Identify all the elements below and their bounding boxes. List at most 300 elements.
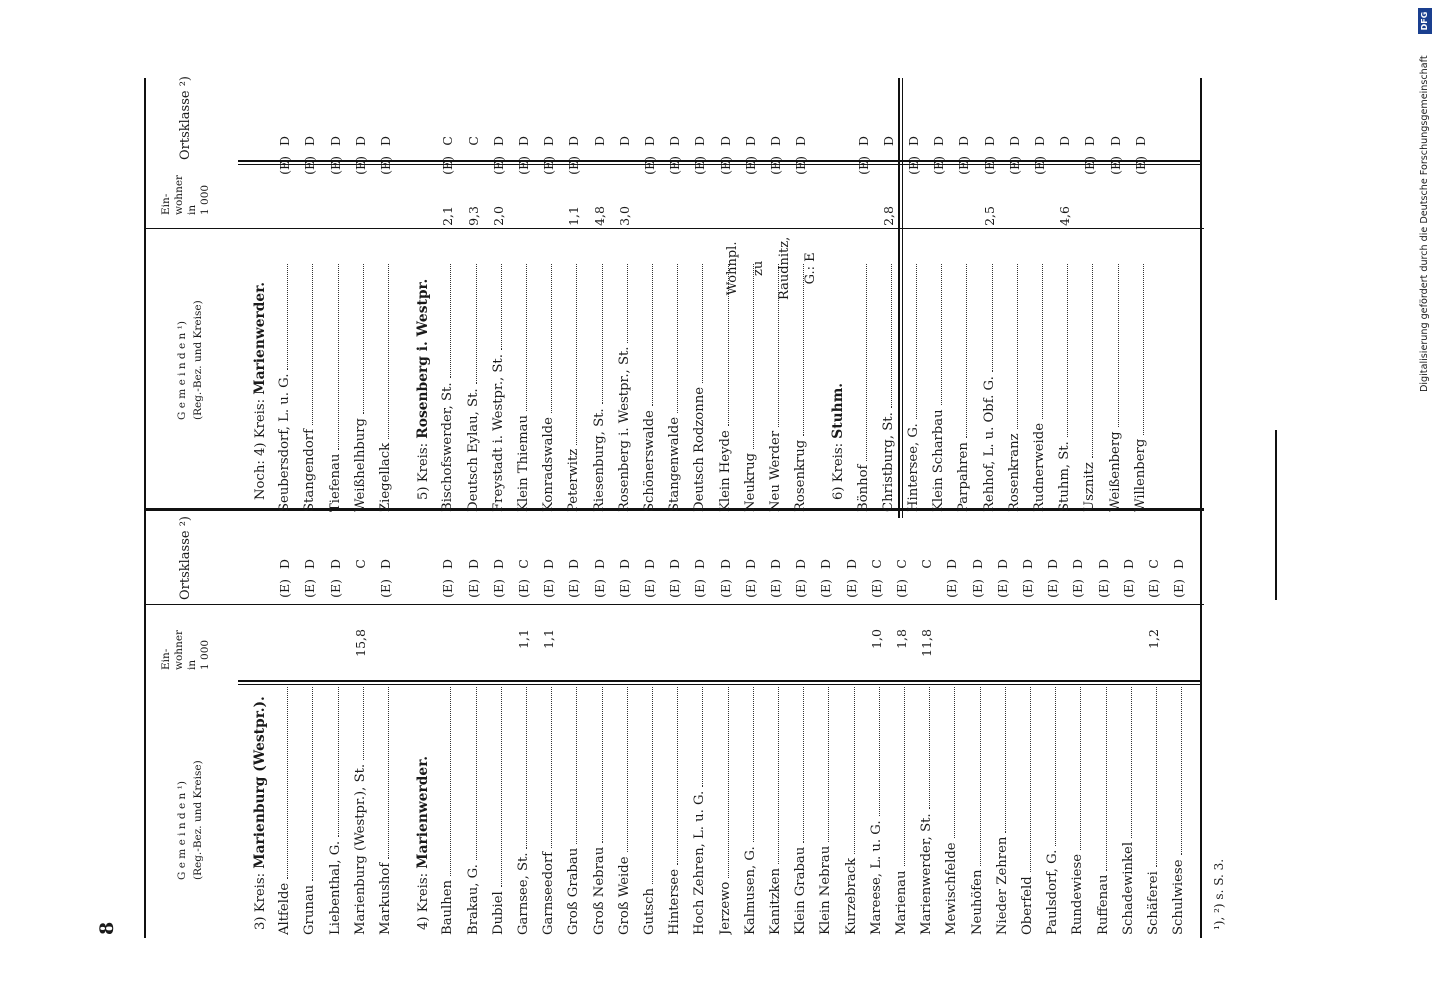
header-gemeinden-sub: (Reg.-Bez. und Kreise) [192,760,204,880]
section-title [830,383,846,500]
ortsklasse-class: D [616,559,632,570]
header-einwohner-line: 1 000 [199,639,211,670]
population-value: 15,8 [352,629,368,657]
leader-dots [992,264,993,372]
table-row [1070,685,1085,935]
ortsklasse-e: (E) [894,579,909,598]
table-row [919,685,934,935]
ortsklasse-e: (E) [1095,579,1111,598]
table-row [1133,262,1148,512]
ortsklasse-e: (E) [1132,156,1148,175]
leader-dots [450,687,451,876]
leader-dots [627,687,628,852]
leader-dots [576,687,577,844]
place-name: Grunau [302,884,318,935]
brace-note-line: zu [751,260,766,276]
ortsklasse-e: (E) [440,156,456,175]
ortsklasse-e: (E) [642,579,657,598]
table-row [1045,685,1060,935]
leader-dots [287,264,288,370]
place-name: Paulsdorf, G. [1045,849,1061,935]
ortsklasse-value [1121,559,1136,605]
table-row [881,262,896,512]
ortsklasse-e: (E) [1171,579,1187,598]
place-name: Christburg, St. [880,412,896,512]
table-row [541,685,556,935]
table-row [970,685,985,935]
ortsklasse-e: (E) [302,156,318,175]
leader-dots [929,687,930,809]
ortsklasse-class: C [352,559,368,569]
ortsklasse-e: (E) [616,579,632,598]
right-end-rule [1200,78,1202,938]
table-row [768,685,783,935]
brace-note-line: Wohnpl. [725,241,740,296]
ortsklasse-value [743,559,758,605]
leader-dots [526,264,527,411]
ortsklasse-class: D [1070,559,1086,570]
leader-dots [980,687,981,866]
population-value: 9,3 [465,206,481,226]
ortsklasse-class: C [465,136,481,146]
leader-dots [728,687,729,878]
place-name: Groß Grabau [566,847,582,935]
place-name: Neukrug [742,452,758,512]
ortsklasse-value [516,559,531,605]
ortsklasse-e: (E) [956,156,972,175]
ortsklasse-class: D [302,559,318,570]
leader-dots [879,687,880,816]
ortsklasse-class: D [1120,559,1136,570]
ortsklasse-e: (E) [843,579,859,598]
ortsklasse-class: D [277,559,293,570]
ortsklasse-e: (E) [868,579,884,598]
ortsklasse-e: (E) [944,579,960,598]
table-row [378,262,393,512]
leader-dots [476,687,477,860]
leader-dots [576,264,577,445]
ortsklasse-value [353,559,368,605]
ortsklasse-value [353,136,368,182]
ortsklasse-e: (E) [516,156,531,175]
header-einwohner-line-r: 1 000 [199,184,211,215]
ortsklasse-class: D [906,136,921,147]
leader-dots [966,264,967,438]
ortsklasse-e: (E) [277,156,293,175]
table-row [844,685,859,935]
table-row [491,262,506,512]
place-name: Parpahren [956,442,972,512]
header-ortsklasse: Ortsklasse ²) [178,515,193,600]
leader-dots [501,264,502,350]
ortsklasse-e: (E) [516,579,531,598]
ortsklasse-e: (E) [440,579,456,598]
leader-dots [854,687,855,854]
ortsklasse-e: (E) [1107,156,1123,175]
ortsklasse-value [1057,136,1072,182]
section-title-name: Stuhm. [830,382,847,439]
place-name: Kurzebrack [843,857,859,935]
ortsklasse-value [970,559,985,605]
ortsklasse-value [378,559,393,605]
table-row [353,262,368,512]
leader-dots [702,264,703,383]
ortsklasse-value [541,136,556,182]
population-value: 2,5 [981,206,997,226]
section-title [415,279,431,500]
bottom-rule [1275,430,1277,600]
section-title [415,756,431,930]
place-name: Willenberg [1132,438,1148,512]
leader-dots [602,687,603,843]
place-name: Marienburg (Westpr.), St. [352,763,368,935]
ortsklasse-value [793,559,808,605]
place-name: Rosenkrug [793,439,809,512]
leader-dots [1030,687,1031,872]
ortsklasse-e: (E) [541,579,557,598]
ortsklasse-class: D [1107,136,1123,147]
ortsklasse-value [466,559,481,605]
ortsklasse-e: (E) [768,579,783,598]
place-name: Konradswalde [541,417,557,512]
section-title-prefix: 4) Kreis: [416,868,432,930]
ortsklasse-e: (E) [717,156,733,175]
ortsklasse-value [1108,136,1123,182]
place-name: Marienau [894,870,909,935]
ortsklasse-class: D [667,136,683,147]
ortsklasse-value [566,559,581,605]
place-name: Peterwitz [566,448,582,512]
leader-dots [677,264,678,413]
ortsklasse-class: D [1082,136,1098,147]
ortsklasse-e: (E) [591,579,607,598]
leader-dots [702,687,703,787]
table-row [617,262,632,512]
ortsklasse-class: D [327,136,343,147]
table-row [692,685,707,935]
ortsklasse-value [541,559,556,605]
leader-dots [1106,687,1107,871]
population-value: 3,0 [616,206,632,226]
leader-dots [1067,264,1068,437]
place-name: Dubiel [490,891,506,935]
table-row [906,262,921,512]
ortsklasse-value [944,559,959,605]
place-name: Oberfeld [1020,876,1035,935]
population-value: 2,8 [880,206,896,226]
ortsklasse-class: D [566,136,582,147]
ortsklasse-e: (E) [378,579,393,598]
table-row [302,262,317,512]
ortsklasse-e: (E) [855,156,871,175]
place-name: Rosenkranz [1006,433,1022,512]
ortsklasse-value [1070,559,1085,605]
table-row [440,685,455,935]
ortsklasse-class: D [855,136,871,147]
ortsklasse-value [718,559,733,605]
ortsklasse-class: D [591,559,607,570]
section-title [252,282,268,500]
header-einwohner-line: wohner [173,629,185,670]
table-row [440,262,455,512]
place-name: Schönerswalde [642,410,657,512]
leader-dots [916,264,917,419]
ortsklasse-class: D [717,559,733,570]
leader-dots [1042,264,1043,419]
leader-dots [891,264,892,408]
section-title-prefix: 6) Kreis: [831,438,847,500]
place-name: Mareese, L. u. G. [868,820,884,935]
table-row [541,262,556,512]
place-name: Tiefenau [327,453,343,512]
ortsklasse-e: (E) [818,579,834,598]
ortsklasse-value [869,559,884,605]
ortsklasse-value [692,136,707,182]
place-name: Rosenberg i. Westpr., St. [616,346,632,512]
leader-dots [778,687,779,864]
place-name: Marienwerder, St. [919,813,935,935]
ortsklasse-value [793,136,808,182]
place-name: Baulhen [440,879,456,935]
ortsklasse-class: D [956,136,972,147]
brace-note-line: Raudnitz, [777,236,792,300]
ortsklasse-value [844,559,859,605]
ortsklasse-value [1020,559,1035,605]
place-name: Usznitz [1082,462,1098,512]
ortsklasse-e: (E) [768,156,783,175]
table-row [592,262,607,512]
leader-dots [388,687,389,859]
ortsklasse-value [667,136,682,182]
ortsklasse-value [1082,136,1097,182]
table-row [818,685,833,935]
place-name: Brakau, G. [465,864,481,935]
place-name: Seubersdorf, L. u. G. [277,373,293,512]
ortsklasse-class: D [1020,559,1035,570]
leader-dots [338,687,339,837]
pop-rule-right [144,228,1204,229]
ortsklasse-class: D [981,136,997,147]
ortsklasse-value [617,136,632,182]
leader-dots [1080,687,1081,850]
ortsklasse-class: C [919,559,935,569]
ortsklasse-class: D [1132,136,1148,147]
ortsklasse-class: D [944,559,960,570]
population-value: 1,2 [1146,629,1161,649]
ortsklasse-class: D [616,136,632,147]
place-name: Gutsch [642,888,657,935]
ortsklasse-e: (E) [969,579,985,598]
ortsklasse-class: D [302,136,318,147]
ortsklasse-value [302,136,317,182]
population-value: 4,8 [591,206,607,226]
ortsklasse-class: C [516,559,531,569]
header-gemeinden-title: G e m e i n d e n ¹) [176,781,188,880]
table-row [982,262,997,512]
ortsklasse-value [881,136,896,182]
ortsklasse-e: (E) [327,579,343,598]
ortsklasse-e: (E) [1120,579,1136,598]
place-name: Ruffenau [1095,874,1111,935]
table-row [516,685,531,935]
place-name: Groß Weide [616,856,632,935]
header-einwohner-line: in [186,659,198,670]
ortsklasse-value [1096,559,1111,605]
ortsklasse-class: D [818,559,834,570]
leader-dots [1131,687,1132,838]
place-name: Schadewinkel [1120,841,1136,935]
ortsklasse-e: (E) [931,156,947,175]
ortsklasse-class: D [541,136,557,147]
ortsklasse-class: D [717,136,733,147]
table-row [869,685,884,935]
leader-dots [1055,687,1056,846]
ortsklasse-class: D [1045,559,1061,570]
place-name: Bönhof [855,464,871,512]
ortsklasse-e: (E) [667,579,683,598]
ortsklasse-class: D [793,559,809,570]
table-row [1020,685,1035,935]
ortsklasse-class: D [969,559,985,570]
place-name: Klein Heyde [717,430,733,512]
population-value: 1,8 [894,629,909,649]
table-row [1171,685,1186,935]
place-name: Kanitzken [768,868,783,935]
ortsklasse-e: (E) [327,156,343,175]
population-value: 1,0 [868,629,884,649]
table-row [328,685,343,935]
ortsklasse-value [516,136,531,182]
ortsklasse-value [592,559,607,605]
place-name: Klein Grabau [793,846,809,935]
ortsklasse-value [906,136,921,182]
population-value: 2,1 [440,206,456,226]
leader-dots [677,687,678,865]
place-name: Liebenthal, G. [327,840,343,935]
header-rule-left [238,680,1202,682]
ortsklasse-value [667,559,682,605]
ortsklasse-value [1007,136,1022,182]
leader-dots [954,687,955,838]
place-name: Freystadt i. Westpr., St. [490,354,506,512]
place-name: Klein Nebrau [818,845,834,935]
place-name: Deutsch Eylau, St. [465,388,481,512]
ortsklasse-class: D [490,136,506,147]
table-row [277,685,292,935]
ortsklasse-class: C [440,136,456,146]
ortsklasse-e: (E) [566,579,582,598]
table-row [466,262,481,512]
ortsklasse-value [1045,559,1060,605]
ortsklasse-e: (E) [277,579,293,598]
table-row [516,262,531,512]
leader-dots [287,687,288,879]
table-row [667,685,682,935]
ortsklasse-class: D [591,136,607,147]
header-einwohner-line-r: Ein- [160,193,172,215]
ortsklasse-value [1032,136,1047,182]
table-row [491,685,506,935]
table-row [956,262,971,512]
dfg-logo-text: DFG [1420,11,1429,31]
place-name: Hoch Zehren, L. u. G. [692,790,708,935]
leader-dots [1005,687,1006,833]
ortsklasse-value [743,136,758,182]
ortsklasse-value [919,559,934,605]
place-name: Stangendorf [302,429,318,512]
ortsklasse-value [328,559,343,605]
place-name: Markushof [378,862,393,935]
place-name: Riesenburg, St. [591,408,607,512]
place-name: Schulwiese [1171,859,1187,935]
leader-dots [450,264,451,378]
leader-dots [941,264,942,405]
column-divider [898,78,900,518]
funding-text: Digitalisierung gefördert durch die Deutsche Forschungsgemeinschaft [1419,55,1430,392]
ortsklasse-value [642,136,657,182]
ortsklasse-value [1133,136,1148,182]
ortsklasse-value [440,136,455,182]
place-name: Stuhm, St. [1057,441,1073,512]
leader-dots [363,687,364,760]
ortsklasse-class: D [931,136,947,147]
ortsklasse-class: D [465,559,481,570]
ortsklasse-class: D [566,559,582,570]
ortsklasse-class: D [277,136,293,147]
place-name: Klein Thiemau [516,415,531,512]
leader-dots [312,687,313,881]
table-row [592,685,607,935]
table-row [856,262,871,512]
table-row [1007,262,1022,512]
ortsklasse-class: D [378,559,393,570]
place-name: Stangenwalde [667,416,683,512]
ortsklasse-class: C [1146,559,1161,569]
table-row [793,685,808,935]
table-row [1121,685,1136,935]
ortsklasse-e: (E) [906,156,921,175]
ortsklasse-e: (E) [302,579,318,598]
table-row [692,262,707,512]
population-value: 11,8 [919,629,935,657]
table-row [894,685,909,935]
table-row [277,262,292,512]
place-name: Groß Nebrau [591,846,607,935]
dfg-logo [1418,8,1432,34]
leader-dots [1181,687,1182,855]
leader-dots [476,264,477,384]
leader-dots [753,687,754,842]
place-name: Weißhelhburg [352,418,368,512]
section-title-prefix: 3) Kreis: [253,868,268,930]
leader-dots [803,687,804,843]
leader-dots [1118,264,1119,427]
ortsklasse-class: D [843,559,859,570]
ortsklasse-class: D [742,136,758,147]
place-name: Hintersee, G. [906,423,921,512]
footnote: ¹), ²) s. S. 3. [1212,858,1226,930]
section-title [252,696,268,930]
ortsklasse-value [466,136,481,182]
ortsklasse-e: (E) [490,156,506,175]
table-row [328,262,343,512]
brace-note-line: G.: E [803,252,818,285]
table-row [302,685,317,935]
leader-dots [501,687,502,887]
population-value: 1,1 [516,629,531,649]
ortsklasse-e: (E) [490,579,506,598]
ortsklasse-class: D [692,559,708,570]
